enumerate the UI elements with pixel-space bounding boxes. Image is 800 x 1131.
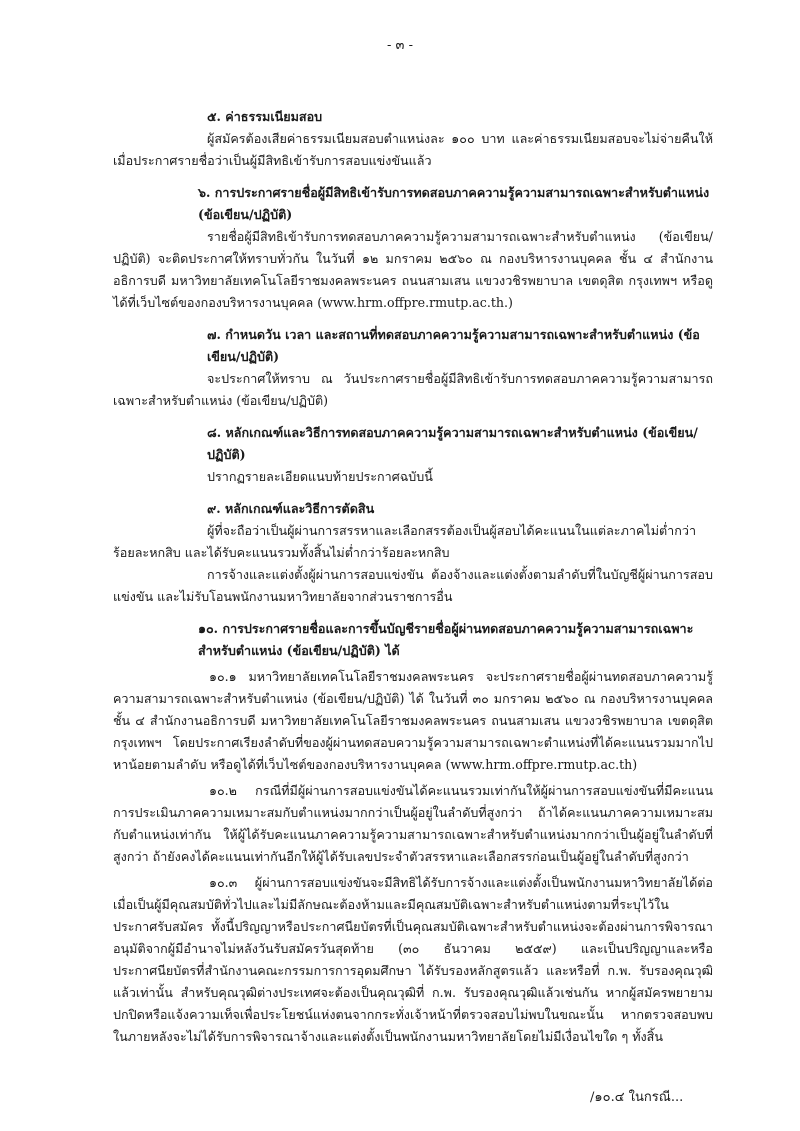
document-body: [113, 96, 713, 1048]
section-heading: ๙. หลักเกณฑ์และวิธีการตัดสิน: [207, 501, 375, 516]
section-heading: ๑๐. การประกาศรายชื่อและการขึ้นบัญชีรายชื่อผู้ผ่านทดสอบภาคความรู้ความสามารถเฉพาะสำหรับตำแหน่ง (ข้อเขียน/ปฏิบัติ) ได้: [198, 621, 694, 658]
section-8: [113, 422, 713, 488]
subsection-10-3: ๑๐.๓ ผู้ผ่านการสอบแข่งขันจะมีสิทธิได้รับการจ้างและแต่งตั้งเป็นพนักงานมหาวิทยาลัยได้ต่อเมื่อเป็นผู้มีคุณสมบัติทั่วไปและไม่มีลักษณะต้องห้ามและมีคุณสมบัติเฉพาะสำหรับตำแหน่งตามที่ระบุไว้ในประกาศรับสมัคร ทั้งนี้ปริญญาหรือประกาศนียบัตรที่เป็นคุณสมบัติเฉพาะสำหรับตำแหน่งจะต้องผ่านการพิจารณาอนุมัติจากผู้มีอำนาจไม่หลังวันรับสมัครวันสุดท้าย (๓๐ ธันวาคม ๒๕๕๙) และเป็นปริญญาและหรือประกาศนียบัตรที่สำนักงานคณะกรรมการการอุดมศึกษา ได้รับรองหลักสูตรแล้ว และหรือที่ ก.พ. รับรองคุณวุฒิแล้วเท่านั้น สำหรับคุณวุฒิต่างประเทศจะต้องเป็นคุณวุฒิที่ ก.พ. รับรองคุณวุฒิแล้วเช่นกัน หากผู้สมัครพยายามปกปิดหรือแจ้งความเท็จเพื่อประโยชน์แห่งตนจากกระทั่งเจ้าหน้าที่ตรวจสอบไม่พบในขณะนั้น หากตรวจสอบพบในภายหลังจะไม่ได้รับการพิจารณาจ้างและแต่งตั้งเป็นพนักงานมหาวิทยาลัยโดยไม่มีเงื่อนไขใด ๆ ทั้งสิ้น: [113, 875, 713, 1044]
section-paragraph: จะประกาศให้ทราบ ณ วันประกาศรายชื่อผู้มีสิทธิเข้ารับการทดสอบภาคความรู้ความสามารถเฉพาะสำหรับตำแหน่ง (ข้อเขียน/ปฏิบัติ): [113, 371, 713, 408]
section-5: [113, 106, 713, 172]
section-heading: ๘. หลักเกณฑ์และวิธีการทดสอบภาคความรู้ความสามารถเฉพาะสำหรับตำแหน่ง (ข้อเขียน/ปฏิบัติ): [207, 425, 698, 462]
page-number: - ๓ -: [387, 38, 413, 53]
section-heading: ๗. กำหนดวัน เวลา และสถานที่ทดสอบภาคความรู้ความสามารถเฉพาะสำหรับตำแหน่ง (ข้อเขียน/ปฏิบัติ): [207, 327, 700, 364]
section-heading: ๖. การประกาศรายชื่อผู้มีสิทธิเข้ารับการทดสอบภาคความรู้ความสามารถเฉพาะสำหรับตำแหน่ง (ข้อเขียน/ปฏิบัติ): [198, 185, 710, 222]
subsection-10-2: ๑๐.๒ กรณีที่มีผู้ผ่านการสอบแข่งขันได้คะแนนรวมเท่ากันให้ผู้ผ่านการสอบแข่งขันที่มีคะแนนการประเมินภาคความเหมาะสมกับตำแหน่งมากกว่าเป็นผู้อยู่ในลำดับที่สูงกว่า ถ้าได้คะแนนภาคความเหมาะสมกับตำแหน่งเท่ากัน ให้ผู้ได้รับคะแนนภาคความรู้ความสามารถเฉพาะสำหรับตำแหน่งมากกว่าเป็นผู้อยู่ในลำดับที่สูงกว่า ถ้ายังคงได้คะแนนเท่ากันอีกให้ผู้ได้รับเลขประจำตัวสรรหาและเลือกสรรก่อนเป็นผู้อยู่ในลำดับที่สูงกว่า: [113, 783, 713, 864]
continuation-note: /๑๐.๔ ในกรณี...: [590, 1090, 684, 1105]
section-paragraph: ปรากฏรายละเอียดแนบท้ายประกาศฉบับนี้: [207, 469, 433, 484]
section-paragraph: รายชื่อผู้มีสิทธิเข้ารับการทดสอบภาคความรู้ความสามารถเฉพาะสำหรับตำแหน่ง (ข้อเขียน/ปฏิบัติ) จะติดประกาศให้ทราบทั่วกัน ในวันที่ ๑๒ มกราคม ๒๕๖๐ ณ กองบริหารงานบุคคล ชั้น ๔ สำนักงานอธิการบดี มหาวิทยาลัยเทคโนโลยีราชมงคลพระนคร ถนนสามเสน แขวงวชิรพยาบาล เขตดุสิต กรุงเทพฯ หรือดูได้ที่เว็บไซต์ของกองบริหารงานบุคคล (www.hrm.offpre.rmutp.ac.th.): [113, 229, 713, 310]
subsection-10-1: ๑๐.๑ มหาวิทยาลัยเทคโนโลยีราชมงคลพระนคร จะประกาศรายชื่อผู้ผ่านทดสอบภาคความรู้ความสามารถเฉพาะสำหรับตำแหน่ง (ข้อเขียน/ปฏิบัติ) ได้ ในวันที่ ๓๐ มกราคม ๒๕๖๐ ณ กองบริหารงานบุคคล ชั้น ๔ สำนักงานอธิการบดี มหาวิทยาลัยเทคโนโลยีราชมงคลพระนคร ถนนสามเสน แขวงวชิรพยาบาล เขตดุสิต กรุงเทพฯ โดยประกาศเรียงลำดับที่ของผู้ผ่านทดสอบความรู้ความสามารถเฉพาะตำแหน่งที่ได้คะแนนรวมมากไปหาน้อยตามลำดับ หรือดูได้ที่เว็บไซต์ของกองบริหารงานบุคคล (www.hrm.offpre.rmutp.ac.th): [113, 669, 713, 772]
section-9: [113, 498, 713, 608]
section-7: [113, 324, 713, 412]
section-10: [113, 618, 713, 1048]
section-paragraph: ผู้สมัครต้องเสียค่าธรรมเนียมสอบตำแหน่งละ ๑๐๐ บาท และค่าธรรมเนียมสอบจะไม่จ่ายคืนให้ เมื่อประกาศรายชื่อว่าเป็นผู้มีสิทธิเข้ารับการสอบแข่งขันแล้ว: [113, 131, 713, 168]
section-heading: ๕. ค่าธรรมเนียมสอบ: [207, 109, 323, 124]
section-paragraph: ผู้ที่จะถือว่าเป็นผู้ผ่านการสรรหาและเลือกสรรต้องเป็นผู้สอบได้คะแนนในแต่ละภาคไม่ต่ำกว่าร้อยละหกสิบ และได้รับคะแนนรวมทั้งสิ้นไม่ต่ำกว่าร้อยละหกสิบ: [113, 523, 697, 560]
section-6: [113, 182, 713, 314]
section-paragraph: การจ้างและแต่งตั้งผู้ผ่านการสอบแข่งขัน ต้องจ้างและแต่งตั้งตามลำดับที่ในบัญชีผู้ผ่านการสอบแข่งขัน และไม่รับโอนพนักงานมหาวิทยาลัยจากส่วนราชการอื่น: [113, 567, 713, 604]
